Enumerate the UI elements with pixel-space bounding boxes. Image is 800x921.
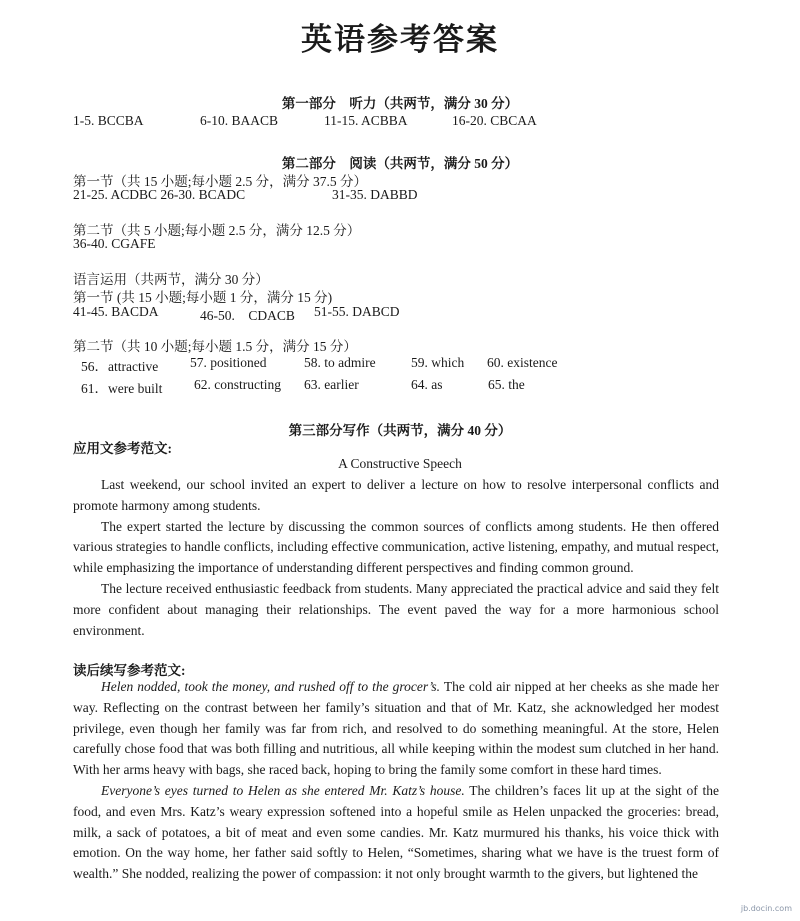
story-paragraph-1: [73, 677, 719, 781]
listening-answers-2: 6-10. BAACB: [200, 113, 279, 128]
essay-title: A Constructive Speech: [338, 456, 462, 471]
story-paragraph-1-body: The cold air nipped at her cheeks as she made her way. Reflecting on the contrast between her family’s situation and that of Mr. Katz, she acknowledged her modest privilege, even though her family was far from rich, and resolved to do something meaningful. At the store, Helen carefully chose food that was both filling and nutritious, all while keeping within the modest sum clutched in her hand. With her arms heavy with bags, she raced back, hoping to bring the family some comfort in these hard times.: [73, 679, 719, 778]
fill-62: 62. constructing: [194, 377, 281, 392]
reading-sec2-title: 第二节（共 5 小题;每小题 2.5 分，满分 12.5 分）: [73, 223, 361, 238]
story-paragraph-2: [73, 781, 719, 885]
fill-56: 56．attractive: [81, 359, 159, 374]
story-paragraph-2-lead: Everyone’s eyes turned to Helen as she entered Mr. Katz’s house.: [101, 782, 465, 798]
listening-answers-3: 11-15. ACBBA: [324, 113, 408, 128]
page-title: 英语参考答案: [301, 22, 499, 57]
essay-paragraph-1: Last weekend, our school invited an expert to deliver a lecture on how to resolve interpersonal conflicts and promote harmony among students.: [73, 477, 719, 513]
fill-61: 61．were built: [81, 381, 163, 396]
part2-heading: 第二部分 阅读（共两节，满分 50 分）: [281, 156, 519, 171]
language-sec1-answers-a: 41-45. BACDA: [73, 304, 159, 319]
applied-essay: [73, 475, 719, 641]
language-use-title: 语言运用（共两节，满分 30 分）: [73, 272, 269, 287]
listening-answers-4: 16-20. CBCAA: [452, 113, 537, 128]
language-sec1-answers-c: 51-55. DABCD: [314, 304, 400, 319]
continuation-writing-label: 读后续写参考范文:: [73, 663, 186, 678]
story-paragraph-2-body: The children’s faces lit up at the sight of the food, and even Mrs. Katz’s weary expression softened into a hopeful smile as Helen unpacked the groceries: bread, milk, a sack of potatoes, a bit of meat and even some candies. Mr. Katz murmured his thanks, his voice thick with emotion. On the way home, her father said softly to Helen, “Sometimes, sharing what we have is the truest form of wealth.” She nodded, realizing the power of compassion: it not only brought warmth to the givers, but lightened the: [73, 782, 719, 882]
essay-paragraph-2: The expert started the lecture by discussing the common sources of conflicts among students. He then offered various strategies to handle conflicts, including effective communication, active listening, empathy, and mutual respect, while emphasizing the importance of understanding different perspectives and finding common ground.: [73, 518, 719, 576]
listening-answers-1: 1-5. BCCBA: [73, 113, 144, 128]
reading-sec2-answers: 36-40. CGAFE: [73, 236, 156, 251]
fill-58: 58. to admire: [304, 355, 376, 370]
fill-65: 65. the: [488, 377, 525, 392]
language-sec1-title: 第一节 (共 15 小题;每小题 1 分，满分 15 分): [73, 290, 333, 305]
story-paragraph-1-lead: Helen nodded, took the money, and rushed off to the grocer’s.: [101, 679, 441, 694]
part1-heading: 第一部分 听力（共两节，满分 30 分）: [281, 96, 519, 111]
reading-sec1-answers-b: 31-35. DABBD: [332, 187, 418, 202]
fill-63: 63. earlier: [304, 377, 359, 392]
part3-heading: 第三部分写作（共两节，满分 40 分）: [288, 423, 512, 438]
fill-57: 57. positioned: [190, 355, 267, 370]
fill-59: 59. which: [411, 355, 465, 370]
watermark: jb.docin.com: [740, 904, 792, 913]
language-sec1-answers-b: 46-50. CDACB: [200, 308, 295, 323]
language-sec2-title: 第二节（共 10 小题;每小题 1.5 分，满分 15 分）: [73, 339, 357, 354]
continuation-essay: [73, 677, 719, 885]
applied-writing-label: 应用文参考范文:: [73, 441, 172, 456]
reading-sec1-answers-a: 21-25. ACDBC 26-30. BCADC: [73, 187, 246, 202]
reading-sec1-title: 第一节（共 15 小题;每小题 2.5 分，满分 37.5 分）: [73, 174, 368, 189]
fill-64: 64. as: [411, 377, 443, 392]
fill-60: 60. existence: [487, 355, 558, 370]
essay-paragraph-3: The lecture received enthusiastic feedback from students. Many appreciated the practical advice and said they felt more confident about managing their relationships. The event paved the way for a more harmonious school environment.: [73, 580, 719, 638]
